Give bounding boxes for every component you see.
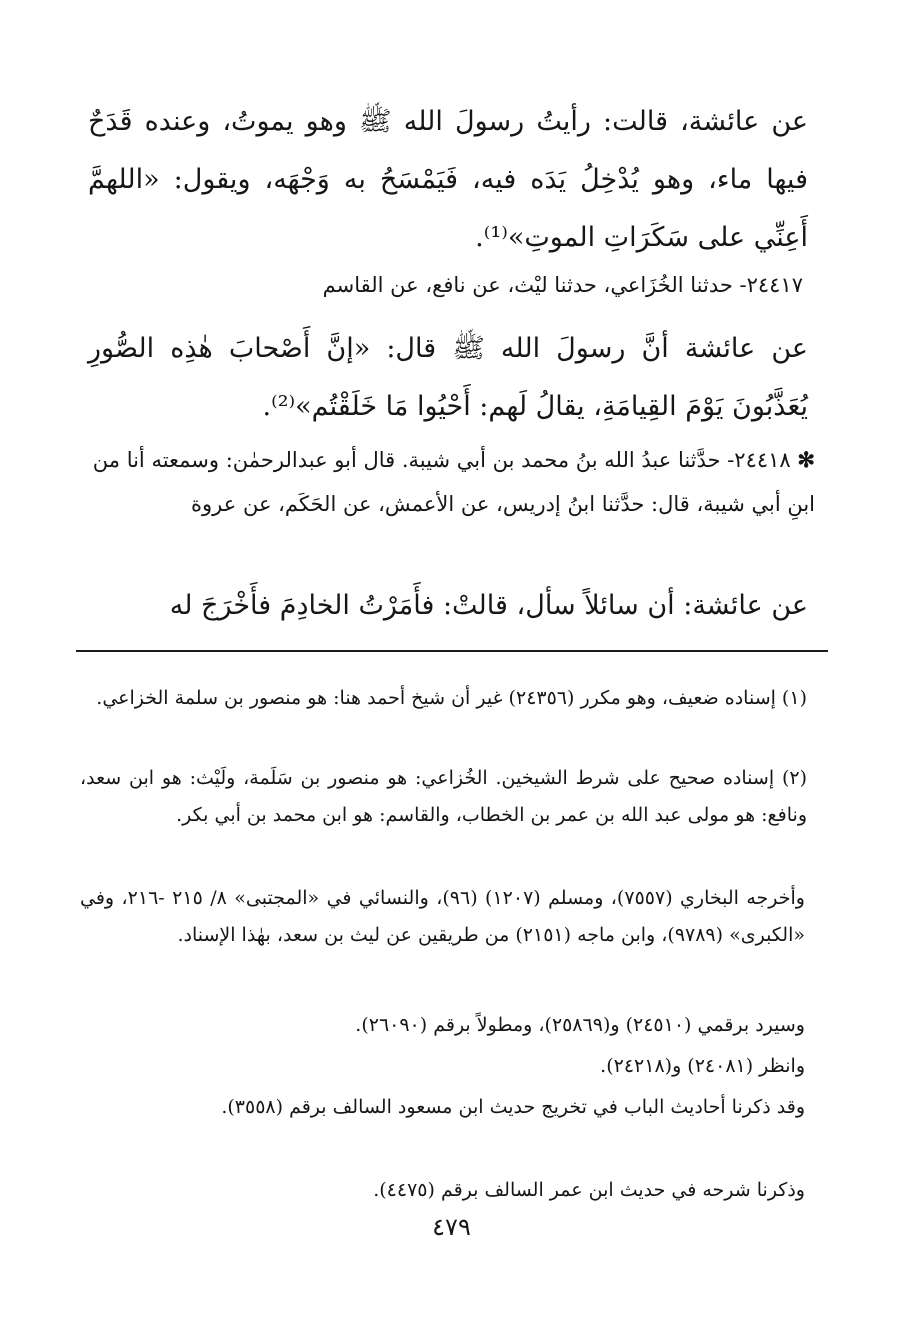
footnote-2-cross-ref: وسيرد برقمي (٢٤٥١٠) و(٢٥٨٦٩)، ومطولاً برقم (٢٦٠٩٠).: [355, 1014, 805, 1036]
star-marker: ✻: [797, 447, 815, 472]
footnote-2-see-also: وانظر (٢٤٠٨١) و(٢٤٢١٨).: [600, 1055, 805, 1077]
footnote-2-takhrij: وأخرجه البخاري (٧٥٥٧)، ومسلم (١٢٠٧) (٩٦)، والنسائي في «المجتبى» ٨/ ٢١٥ -٢١٦، وفي «الكبرى» (٩٧٨٩)، وابن ماجه (٢١٥١) من طريقين عن ليث بن سعد، بهٰذا الإسناد.: [80, 887, 805, 946]
hadith-text-1: عن عائشة، قالت: رأيتُ رسولَ الله ﷺ وهو يموتُ، وعنده قَدَحٌ فيها ماء، وهو يُدْخِلُ يَدَه فيه، فَيَمْسَحُ به وَجْهَه، ويقول: «اللهمَّ أَعِنِّي على سَكَرَاتِ الموتِ»⁽¹⁾.: [88, 106, 808, 253]
isnad-24417: ٢٤٤١٧- حدثنا الخُزَاعي، حدثنا ليْث، عن نافع، عن القاسم: [322, 273, 803, 297]
footnote-2-chapter-hadith: وقد ذكرنا أحاديث الباب في تخريج حديث ابن مسعود السالف برقم (٣٥٥٨).: [221, 1096, 805, 1118]
footnote-1: (١) إسناده ضعيف، وهو مكرر (٢٤٣٥٦) غير أن شيخ أحمد هنا: هو منصور بن سلمة الخزاعي.: [96, 687, 807, 709]
isnad-24418: [80, 438, 815, 526]
hadith-text-3: عن عائشة: أن سائلاً سأل، قالتْ: فأَمَرْتُ الخادِمَ فأَخْرَجَ له: [169, 590, 808, 621]
hadith-text-2: عن عائشة أنَّ رسولَ الله ﷺ قال: «إنَّ أَصْحابَ هٰذِه الصُّورِ يُعَذَّبُونَ يَوْمَ القِيامَةِ، يقالُ لَهم: أَحْيُوا مَا خَلَقْتُم»⁽²⁾.: [88, 333, 808, 422]
footnote-2: (٢) إسناده صحيح على شرط الشيخين. الخُزاعي: هو منصور بن سَلَمة، ولَيْث: هو ابن سعد، ونافع: هو مولى عبد الله بن عمر بن الخطاب، والقاسم: هو ابن محمد بن أبي بكر.: [80, 767, 807, 826]
isnad-24418-text: ٢٤٤١٨- حدَّثنا عبدُ الله بنُ محمد بن أبي شيبة. قال أبو عبدالرحمٰن: وسمعته أنا من ابنِ أبي شيبة، قال: حدَّثنا ابنُ إدريس، عن الأعمش، عن الحَكَم، عن عروة: [92, 448, 815, 516]
footnote-separator: [76, 650, 828, 652]
page-number: ٤٧٩: [432, 1213, 471, 1241]
footnote-2-commentary: وذكرنا شرحه في حديث ابن عمر السالف برقم (٤٤٧٥).: [373, 1179, 805, 1201]
